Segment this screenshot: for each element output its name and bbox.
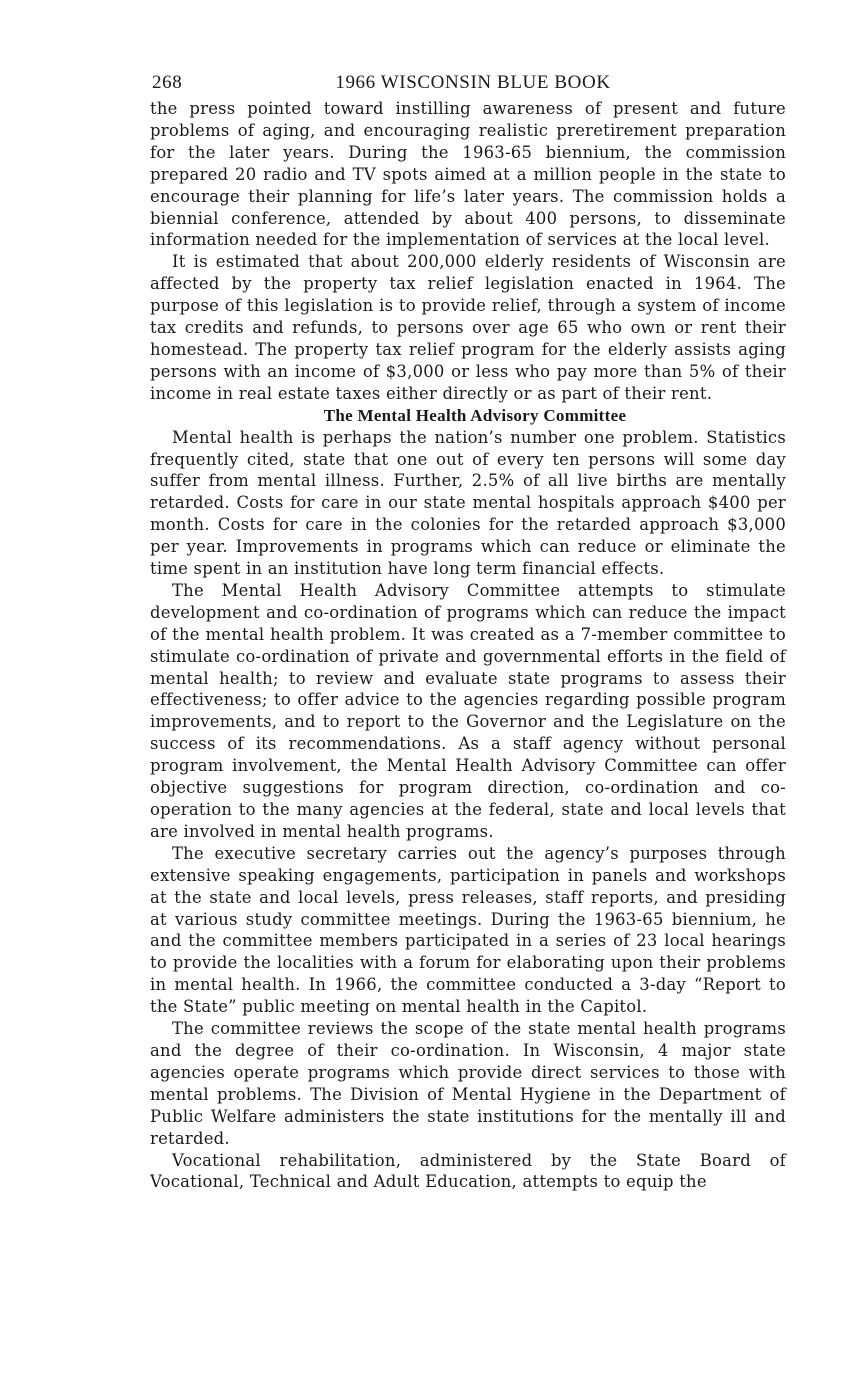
- section-paragraph: The committee reviews the scope of the state mental health programs and the degree of their co-ordination. In Wisconsin, 4 major state agencies operate programs which provide direct services to those with mental problems. The Division of Mental Hygiene in the Department of Public Welfare administers the state institutions for the mentally ill and retarded.: [150, 1019, 786, 1148]
- page-number: 268: [152, 72, 183, 93]
- running-head: [150, 72, 786, 98]
- continued-paragraph: the press pointed toward instilling awareness of present and future problems of aging, and encouraging realistic preretirement preparation for the later years. During the 1963-65 biennium, the commission prepared 20 radio and TV spots aimed at a million people in the state to encourage their planning for life’s later years. The commission holds a biennial conference, attended by about 400 persons, to disseminate information needed for the implementation of services at the local level.: [150, 99, 786, 250]
- page-body: [150, 98, 786, 1193]
- section-paragraph: The executive secretary carries out the agency’s purposes through extensive speaking engagements, participation in panels and workshops at the state and local levels, press releases, staff reports, and presiding at various study committee meetings. During the 1963-65 biennium, he and the committee members participated in a series of 23 local hearings to provide the localities with a forum for elaborating upon their problems in mental health. In 1966, the committee conducted a 3-day “Report to the State” public meeting on mental health in the Capitol.: [150, 843, 786, 1017]
- book-page: [150, 72, 786, 1193]
- property-tax-paragraph: It is estimated that about 200,000 elderly residents of Wisconsin are affected by the property tax relief legislation enacted in 1964. The purpose of this legislation is to provide relief, through a system of income tax credits and refunds, to persons over age 65 who own or rent their homestead. The property tax relief program for the elderly assists aging persons with an income of $3,000 or less who pay more than 5% of their income in real estate taxes either directly or as part of their rent.: [150, 252, 786, 403]
- section-heading: The Mental Health Advisory Committee: [323, 405, 627, 425]
- section-paragraph: Vocational rehabilitation, administered by the State Board of Vocational, Technical and Adult Education, attempts to equip the: [150, 1150, 786, 1192]
- section-paragraph: The Mental Health Advisory Committee attempts to stimulate development and co-ordination of programs which can reduce the impact of the mental health problem. It was created as a 7-member committee to stimulate co-ordination of private and governmental efforts in the field of mental health; to review and evaluate state programs to assess their effectiveness; to offer advice to the agencies regarding possible program improvements, and to report to the Governor and the Legislature on the success of its recommendations. As a staff agency without personal program involvement, the Mental Health Advisory Committee can offer objective suggestions for program direction, co-ordination and co-operation to the many agencies at the federal, state and local levels that are involved in mental health programs.: [150, 580, 786, 841]
- book-title: 1966 WISCONSIN BLUE BOOK: [335, 72, 611, 93]
- section-paragraph: Mental health is perhaps the nation’s number one problem. Statistics frequently cited, state that one out of every ten persons will some day suffer from mental illness. Further, 2.5% of all live births are mentally retarded. Costs for care in our state mental hospitals approach $400 per month. Costs for care in the colonies for the retarded approach $3,000 per year. Improvements in programs which can reduce or eliminate the time spent in an institution have long term financial effects.: [150, 427, 786, 579]
